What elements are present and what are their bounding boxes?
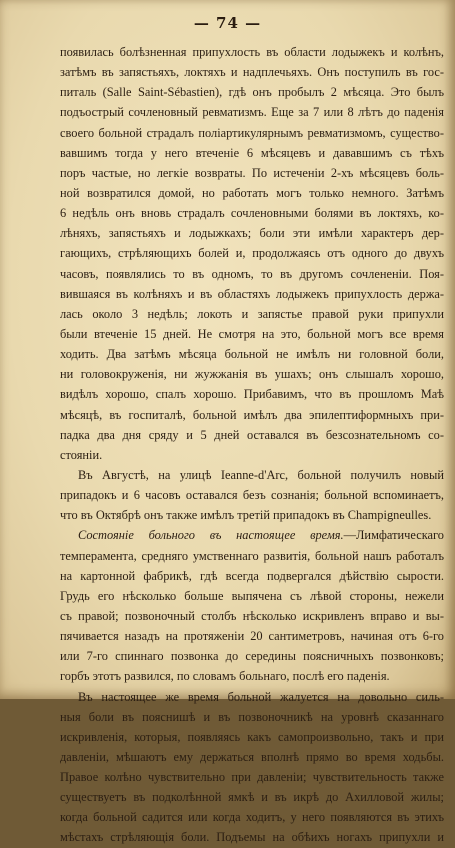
text-line: мѣстахъ стрѣляющія боли. Подъемы на обѣихъ ногахъ припухли и	[60, 830, 444, 845]
text-line: ни головокруженія, ни жужжанія въ ушахъ; онъ слышалъ хорошо,	[60, 367, 444, 382]
text-line: появилась болѣзненная припухлость въ области лодыжекъ и колѣнъ,	[60, 45, 444, 59]
text-line: питаль (Salle Saint-Sébastien), гдѣ онъ пробылъ 2 мѣсяца. Это былъ	[60, 85, 444, 100]
text-line: съ правой; позвоночный столбъ нѣсколько искривленъ вправо и вы-	[60, 608, 444, 623]
text-line: были втеченіе 15 дней. Не смотря на это, больной могъ все время	[60, 326, 444, 341]
text-line: Въ Августѣ, на улицѣ Ieanne-d'Arc, больной получилъ новый	[78, 467, 444, 482]
text-line: затѣмъ въ запястьяхъ, локтяхъ и надплечьяхъ. Онъ поступилъ въ гос-	[60, 65, 444, 80]
text-line: что въ Октябрѣ онъ также имѣлъ третій припадокъ въ Champigneulles.	[60, 508, 432, 523]
text-line: ходить. Два затѣмъ мѣсяца больной не имѣлъ ни головной боли,	[60, 347, 444, 362]
text-line: пячивается назадъ на протяженіи 20 сантиметровъ, начиная отъ 6-го	[60, 629, 444, 644]
text-line: темперамента, средняго умственнаго развитія, больной нашъ работалъ	[60, 548, 444, 563]
text-line: вившаяся въ колѣняхъ и въ областяхъ лодыжекъ припухлость держа-	[60, 286, 444, 301]
text-line: лась около 3 недѣль; локоть и запястье правой руки припухли	[60, 306, 444, 321]
text-line: горбъ этотъ развился, по словамъ больнаго, послѣ его паденія.	[60, 669, 390, 684]
text-line: существуетъ въ подколѣнной ямкѣ и въ икрѣ до Ахилловой жилы;	[60, 790, 444, 805]
text-line: ныя боли въ пояснишѣ и въ позвоночникѣ на уровнѣ сказаннаго	[60, 709, 444, 724]
text-line: мѣсяцѣ, въ госпиталѣ, больной имѣлъ два эпилептиформныхъ при-	[60, 407, 444, 422]
text-line: 6 недѣль онъ вновь страдалъ сочленовными болями въ локтяхъ, ко-	[60, 206, 444, 221]
body-text	[60, 42, 444, 848]
text-line	[60, 525, 444, 545]
text-line: лѣняхъ, запястьяхъ и лодыжкахъ; боли эти имѣли характеръ дер-	[60, 226, 444, 241]
text-line: давленіи, мѣшаютъ ему держаться вполнѣ прямо во время ходьбы.	[60, 749, 444, 764]
page-number: — 74 —	[193, 14, 262, 32]
text-line: часовъ, появлялись то въ одномъ, то въ другомъ сочлененіи. Поя-	[60, 266, 444, 281]
section-heading-italic: Состояніе больного въ настоящее время.	[78, 528, 344, 543]
text-line: поръ частые, но легкіе возвраты. По истеченіи 2-хъ мѣсяцевъ боль-	[60, 165, 444, 180]
text-line: видѣлъ хорошо, спалъ хорошо. Прибавимъ, что въ прошломъ Маѣ	[60, 387, 444, 402]
text-line: подъострый сочленовный ревматизмъ. Еще за 7 или 8 лѣтъ до паденія	[60, 105, 444, 120]
text-line: Правое колѣно чувствительно при давленіи; чувствительность также	[60, 770, 444, 785]
text-line: или 7-го спиннаго позвонка до середины поясничныхъ позвонковъ;	[60, 649, 444, 664]
text-line: когда больной садится или когда ходитъ, у него появляются въ этихъ	[60, 810, 444, 825]
text-line: на картонной фабрикѣ, гдѣ всегда подвергался дѣйствію сырости.	[60, 568, 444, 583]
text-line-rest: —Лимфатическаго	[343, 528, 444, 543]
text-line: припадокъ и 6 часовъ оставался безъ сознанія; больной вспоминаетъ,	[60, 488, 444, 503]
text-line: стояніи.	[60, 447, 103, 462]
text-line: ной возвратился домой, но работать могъ только немного. Затѣмъ	[60, 185, 444, 200]
text-line: Грудь его нѣсколько больше выпячена съ лѣвой стороны, нежели	[60, 588, 444, 603]
text-line: искривленія, которыя, появляясь какъ самопроизвольно, такъ и при	[60, 729, 444, 744]
text-line: гающихъ, стрѣляющихъ болей и, продолжаясь отъ одного до двухъ	[60, 246, 444, 261]
text-line: падка два дня сряду и 5 дней оставался въ безсознательномъ со-	[60, 427, 444, 442]
text-line: своего больной страдалъ поліартикулярнымъ ревматизмомъ, существо-	[60, 125, 444, 140]
text-line: Въ настоящее же время больной жалуется на довольно силь-	[78, 689, 444, 704]
text-line: вавшимъ тогда у него втеченіе 6 мѣсяцевъ и дававшимъ съ тѣхъ	[60, 145, 444, 160]
